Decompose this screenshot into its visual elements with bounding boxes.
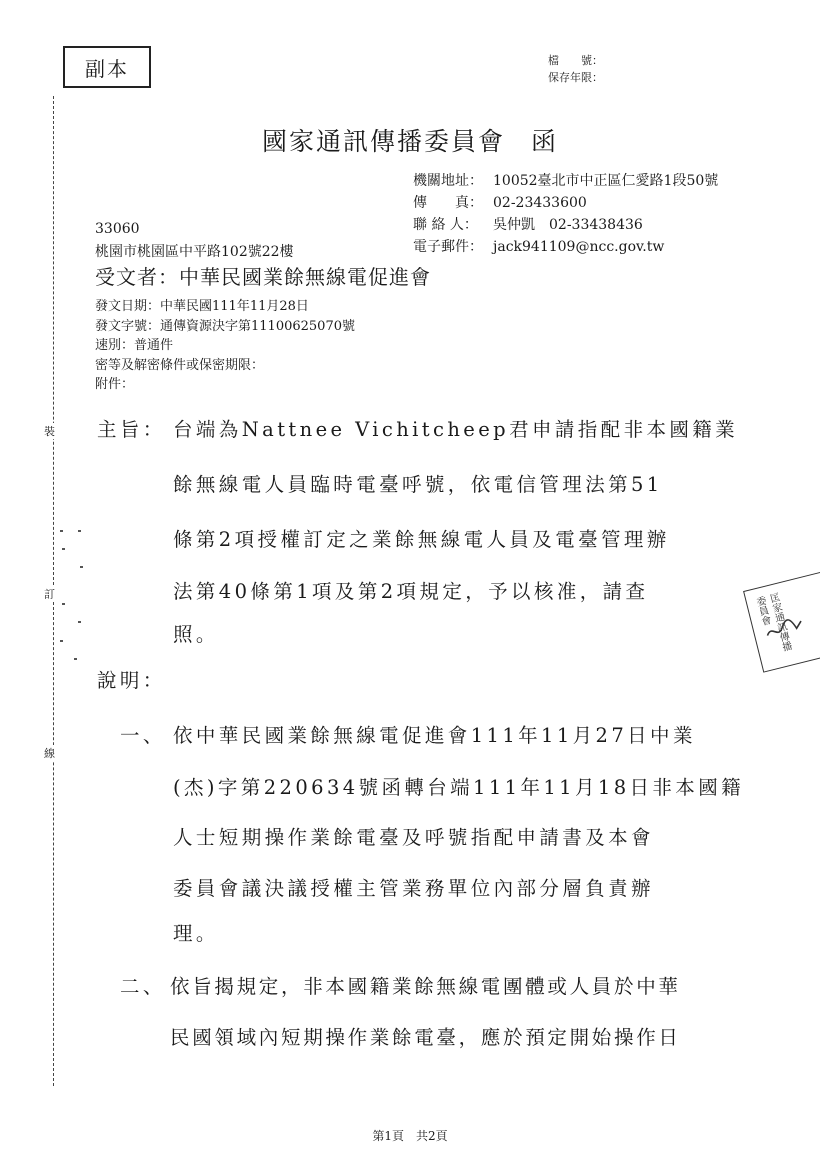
binding-char-zhuang: 裝	[44, 425, 55, 438]
agency-email: jack941109@ncc.gov.tw	[493, 239, 665, 255]
binding-char-xian: 線	[44, 747, 55, 760]
file-number: 檔 號：	[548, 54, 603, 67]
item-number: 二、	[120, 975, 166, 998]
explanation-line: 民國領域內短期操作業餘電臺，應於預定開始操作日	[170, 1026, 681, 1049]
subject-line: 條第2項授權訂定之業餘無線電人員及電臺管理辦	[173, 528, 670, 551]
subject-line: 法第40條第1項及第2項規定，予以核准，請查	[173, 580, 649, 603]
binding-mark	[60, 530, 63, 532]
binding-char-ding: 訂	[44, 588, 55, 601]
explanation-line: (杰)字第220634號函轉台端111年11月18日非本國籍	[173, 776, 744, 799]
subject-label: 主旨：	[97, 418, 166, 441]
email-label: 電子郵件：	[413, 239, 483, 255]
secrecy-level: 密等及解密條件或保密期限：	[95, 357, 265, 373]
binding-mark	[74, 658, 77, 660]
explanation-line: 人士短期操作業餘電臺及呼號指配申請書及本會	[173, 826, 654, 849]
copy-stamp-box	[63, 46, 151, 88]
agency-name: 國家通訊傳播委員會	[261, 127, 505, 156]
subject-line: 餘無線電人員臨時電臺呼號，依電信管理法第51	[173, 473, 663, 496]
document-title	[0, 122, 820, 158]
explanation-line: 依旨揭規定，非本國籍業餘無線電團體或人員於中華	[170, 975, 681, 998]
page-number: 第1頁 共2頁	[372, 1129, 448, 1143]
fax-label: 傳 真：	[413, 195, 483, 211]
document-type: 函	[531, 127, 559, 156]
item-number: 一、	[120, 724, 166, 747]
binding-mark	[62, 603, 65, 605]
subject-line: 照。	[173, 623, 219, 646]
receiver-line: 受文者：中華民國業餘無線電促進會	[95, 265, 431, 289]
stamp-text: 匡家通訊傳播委員會	[752, 591, 792, 653]
issue-info-block	[95, 297, 355, 395]
recipient-address: 桃園市桃園區中平路102號22樓	[95, 244, 294, 260]
copy-label: 副本	[85, 56, 129, 81]
agency-address: 10052臺北市中正區仁愛路1段50號	[493, 173, 719, 189]
agency-contact: 吳仲凱 02-33438436	[493, 217, 643, 233]
explanation-line: 委員會議決議授權主管業務單位內部分層負責辦	[173, 877, 654, 900]
delivery-speed: 速別：普通件	[95, 338, 174, 353]
agency-contact-block	[413, 170, 718, 258]
subject-line: 台端為Nattnee Vichitcheep君申請指配非本國籍業	[173, 418, 739, 441]
binding-mark	[60, 640, 63, 642]
explanation-line: 理。	[173, 922, 219, 945]
binding-mark	[80, 566, 83, 568]
binding-mark	[78, 530, 81, 532]
explanation-line: 依中華民國業餘無線電促進會111年11月27日中業	[173, 724, 696, 747]
recipient-zip: 33060	[95, 221, 140, 237]
agency-fax: 02-23433600	[493, 195, 587, 211]
attachments: 附件：	[95, 377, 135, 392]
receipt-stamp	[743, 571, 820, 672]
address-label: 機關地址：	[413, 173, 483, 189]
binding-mark	[62, 548, 65, 550]
contact-label: 聯 絡 人：	[413, 217, 478, 233]
issue-number: 發文字號：通傳資源決字第11100625070號	[95, 318, 355, 334]
binding-mark	[78, 621, 81, 623]
issue-date: 發文日期：中華民國111年11月28日	[95, 299, 309, 314]
explanation-label: 說明：	[97, 669, 166, 692]
retention-period: 保存年限：	[548, 71, 603, 84]
